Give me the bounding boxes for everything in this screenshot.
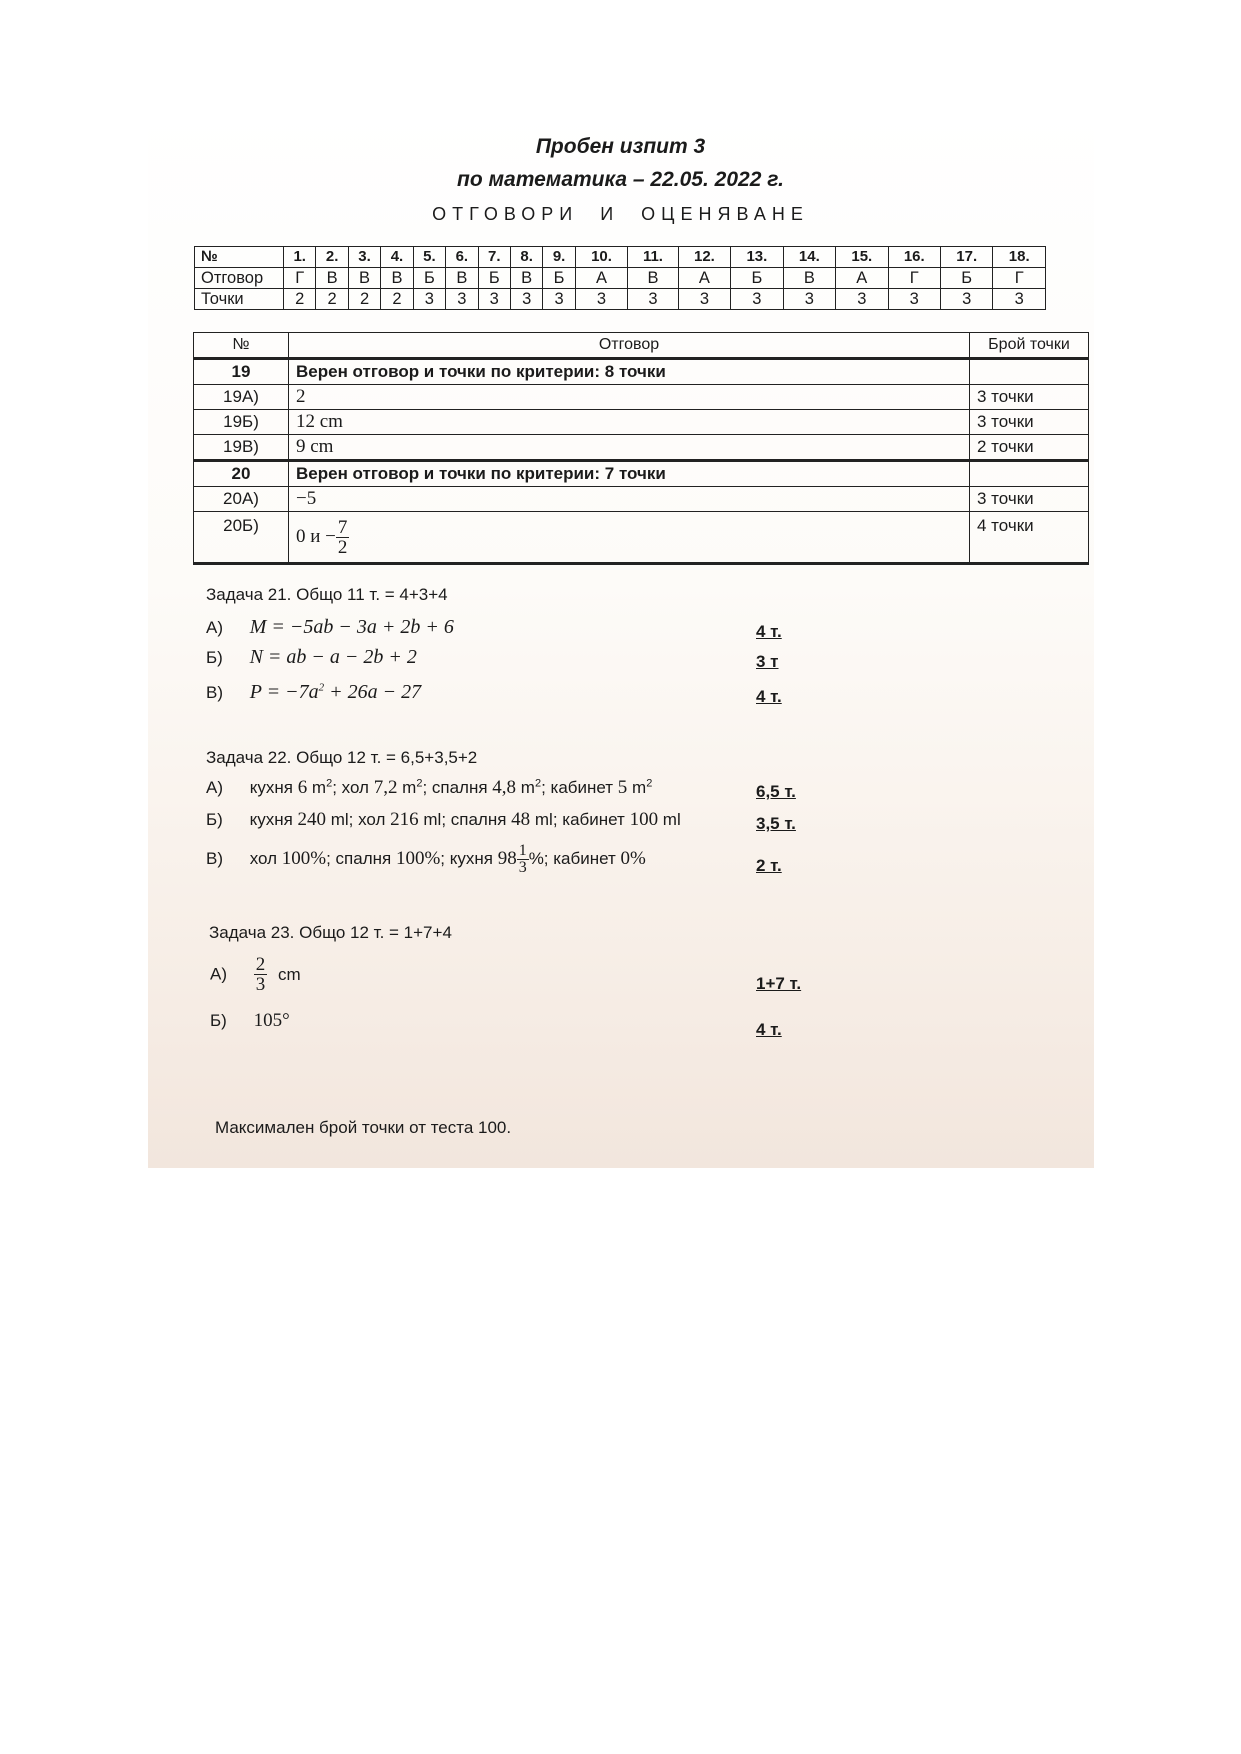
task21-item-a: А) M = −5ab − 3a + 2b + 6 bbox=[206, 616, 454, 638]
grid-cell: 2 bbox=[316, 289, 348, 310]
grid-cell: В bbox=[446, 268, 478, 289]
grid-cell: 3 bbox=[413, 289, 445, 310]
table-header-row bbox=[194, 333, 1089, 359]
task22-points-b: 3,5 т. bbox=[756, 814, 796, 833]
grid-cell: 11. bbox=[628, 247, 678, 268]
grid-cell: В bbox=[348, 268, 380, 289]
table-row: 20 Верен отговор и точки по критерии: 7 точки bbox=[194, 461, 1089, 487]
grid-cell: В bbox=[628, 268, 678, 289]
task22-item-a: А) кухня 6 $m^2$; хол 7,2 $m^2$; спалня 4,8 $m^2$; кабинет 5 $m^2$ bbox=[206, 777, 653, 798]
task22-points-c: 2 т. bbox=[756, 856, 782, 875]
grid-cell: 3. bbox=[348, 247, 380, 268]
grid-row-points bbox=[195, 289, 1046, 310]
grid-label: Точки bbox=[195, 289, 284, 310]
grid-row-answers bbox=[195, 268, 1046, 289]
grid-cell: 3 bbox=[543, 289, 575, 310]
task23-heading: Задача 23. Общо 12 т. = 1+7+4 bbox=[209, 923, 452, 942]
grid-cell: 7. bbox=[478, 247, 510, 268]
grid-cell: 2 bbox=[284, 289, 316, 310]
grid-cell: 14. bbox=[783, 247, 835, 268]
grid-cell: 3 bbox=[446, 289, 478, 310]
grid-cell: 3 bbox=[940, 289, 992, 310]
page-title: Пробен изпит 3 bbox=[535, 135, 706, 158]
fraction: $\frac{1}{3}$ bbox=[518, 842, 527, 876]
grid-cell: А bbox=[836, 268, 888, 289]
grid-label: № bbox=[195, 247, 284, 268]
task21-points-a: 4 т. bbox=[756, 622, 782, 641]
grid-cell: 13. bbox=[731, 247, 783, 268]
grid-cell: Б bbox=[731, 268, 783, 289]
grid-cell: 6. bbox=[446, 247, 478, 268]
grid-cell: 4. bbox=[381, 247, 413, 268]
task23-item-a: А) $\frac{2}{3}$ cm bbox=[210, 954, 301, 995]
fraction: $\frac{2}{3}$ bbox=[255, 954, 266, 995]
fraction: $\frac{7}{2}$ bbox=[337, 516, 348, 558]
grid-cell: Б bbox=[543, 268, 575, 289]
grid-cell: 3 bbox=[783, 289, 835, 310]
grid-cell: В bbox=[381, 268, 413, 289]
task22-item-b: Б) кухня 240 ml; хол 216 ml; спалня 48 ml; кабинет 100 ml bbox=[206, 809, 681, 830]
grid-cell: Б bbox=[478, 268, 510, 289]
grid-cell: В bbox=[783, 268, 835, 289]
grid-cell: В bbox=[510, 268, 542, 289]
table-row: 19Б) 12 cm 3 точки bbox=[194, 410, 1089, 435]
answers-grid bbox=[194, 246, 1046, 310]
task21-item-c: В) $P = -7a^2 + 26a - 27$ bbox=[206, 681, 422, 703]
task22-heading: Задача 22. Общо 12 т. = 6,5+3,5+2 bbox=[206, 748, 478, 767]
grid-cell: Г bbox=[888, 268, 940, 289]
grid-cell: Г bbox=[284, 268, 316, 289]
task21-item-b: Б) N = ab − a − 2b + 2 bbox=[206, 646, 417, 668]
task21-points-c: 4 т. bbox=[756, 687, 782, 706]
grid-cell: 12. bbox=[678, 247, 730, 268]
table-row: 19А) 2 3 точки bbox=[194, 385, 1089, 410]
grid-label: Отговор bbox=[195, 268, 284, 289]
grid-cell: 3 bbox=[993, 289, 1046, 310]
grid-cell: Б bbox=[413, 268, 445, 289]
section-title: ОТГОВОРИ И ОЦЕНЯВАНЕ bbox=[432, 204, 809, 224]
grid-cell: 15. bbox=[836, 247, 888, 268]
table-row: 20Б) 0 и − $\frac{7}{2}$ 4 точки bbox=[194, 512, 1089, 564]
grid-cell: 5. bbox=[413, 247, 445, 268]
grid-cell: 10. bbox=[575, 247, 627, 268]
grid-cell: А bbox=[575, 268, 627, 289]
task22-points-a: 6,5 т. bbox=[756, 782, 796, 801]
grid-cell: 3 bbox=[575, 289, 627, 310]
task23-points-b: 4 т. bbox=[756, 1020, 782, 1039]
grid-cell: 1. bbox=[284, 247, 316, 268]
grid-cell: 3 bbox=[731, 289, 783, 310]
grid-row-numbers bbox=[195, 247, 1046, 268]
grid-cell: 3 bbox=[836, 289, 888, 310]
footer-note: Максимален брой точки от теста 100. bbox=[215, 1118, 512, 1137]
grid-cell: 9. bbox=[543, 247, 575, 268]
grid-cell: В bbox=[316, 268, 348, 289]
grid-cell: Г bbox=[993, 268, 1046, 289]
grid-cell: 2 bbox=[381, 289, 413, 310]
grid-cell: Б bbox=[940, 268, 992, 289]
grid-cell: А bbox=[678, 268, 730, 289]
grid-cell: 3 bbox=[888, 289, 940, 310]
grid-cell: 18. bbox=[993, 247, 1046, 268]
grid-cell: 8. bbox=[510, 247, 542, 268]
task21-points-b: 3 т bbox=[756, 652, 779, 671]
col-header: Брой точки bbox=[970, 333, 1089, 359]
table-row: 19В) 9 cm 2 точки bbox=[194, 435, 1089, 461]
grid-cell: 3 bbox=[478, 289, 510, 310]
grid-cell: 17. bbox=[940, 247, 992, 268]
table-row: 19 Верен отговор и точки по критерии: 8 точки bbox=[194, 359, 1089, 385]
page-subtitle: по математика – 22.05. 2022 г. bbox=[457, 168, 784, 191]
table-row: 20А) −5 3 точки bbox=[194, 487, 1089, 512]
grid-cell: 2 bbox=[348, 289, 380, 310]
grid-cell: 3 bbox=[510, 289, 542, 310]
task23-points-a: 1+7 т. bbox=[756, 974, 802, 993]
col-header: Отговор bbox=[289, 333, 970, 359]
task22-item-c: В) хол 100%; спалня 100%; кухня 98 $\frac{1}{3}$ %; кабинет 0% bbox=[206, 842, 646, 876]
task21-heading: Задача 21. Общо 11 т. = 4+3+4 bbox=[206, 585, 448, 604]
grid-cell: 3 bbox=[678, 289, 730, 310]
task23-item-b: Б) 105° bbox=[210, 1010, 290, 1031]
grid-cell: 3 bbox=[628, 289, 678, 310]
col-header: № bbox=[194, 333, 289, 359]
open-answers-table bbox=[193, 332, 1089, 565]
grid-cell: 2. bbox=[316, 247, 348, 268]
grid-cell: 16. bbox=[888, 247, 940, 268]
